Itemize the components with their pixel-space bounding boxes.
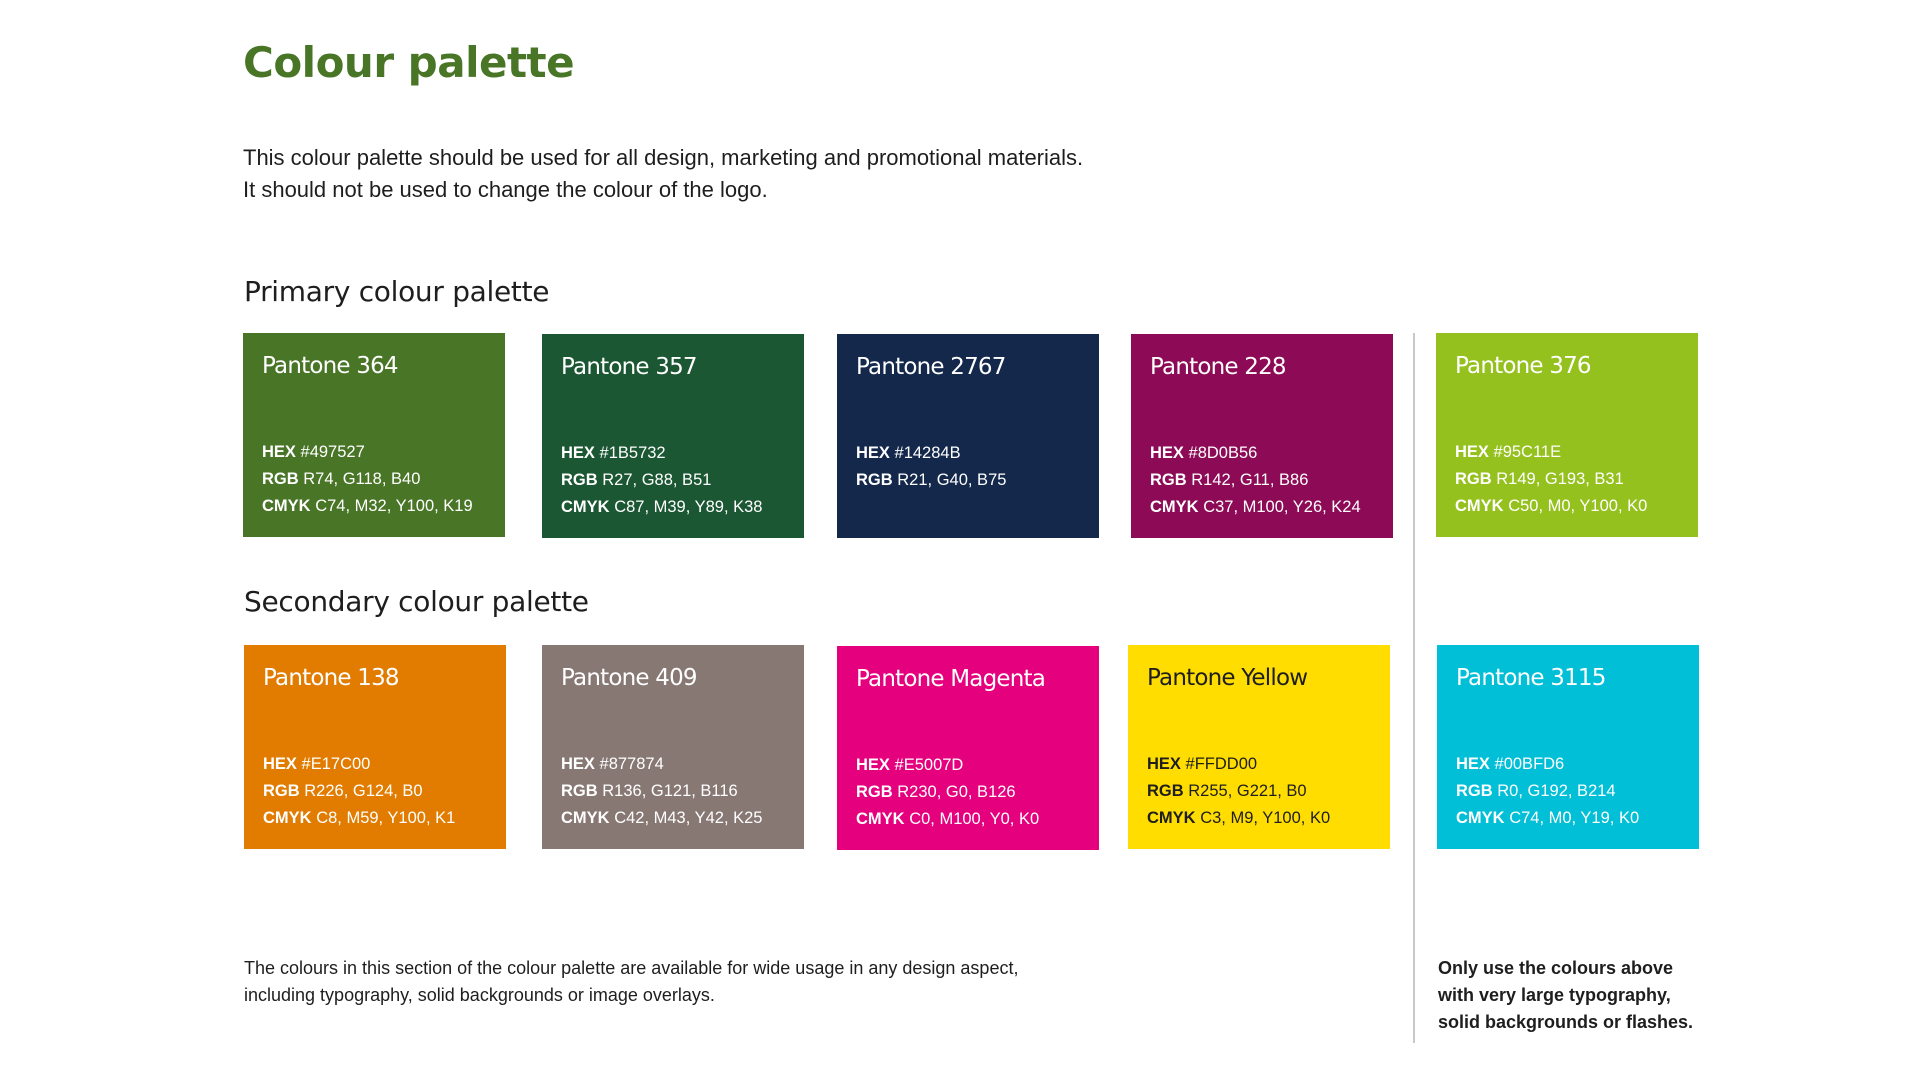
hex-value: HEX #14284B — [856, 444, 961, 462]
note-line: solid backgrounds or flashes. — [1438, 1012, 1694, 1032]
rgb-value: RGB R21, G40, B75 — [856, 471, 1007, 489]
section-divider — [1413, 333, 1415, 1043]
cmyk-value: CMYK C74, M0, Y19, K0 — [1456, 809, 1640, 827]
swatch-pantone-138 — [244, 645, 506, 849]
rgb-value: RGB R27, G88, B51 — [561, 471, 712, 489]
cmyk-value: CMYK C3, M9, Y100, K0 — [1147, 809, 1331, 827]
rgb-value: RGB R230, G0, B126 — [856, 783, 1016, 801]
note-line: Only use the colours above — [1438, 958, 1674, 978]
swatch-specs — [1147, 751, 1330, 832]
hex-value: HEX #E17C00 — [263, 755, 371, 773]
swatch-pantone-3115 — [1437, 645, 1699, 849]
cmyk-value: CMYK C50, M0, Y100, K0 — [1455, 497, 1648, 515]
swatch-name: Pantone 364 — [262, 353, 398, 379]
intro-text — [243, 142, 1083, 206]
hex-value: HEX #E5007D — [856, 756, 964, 774]
swatch-name: Pantone Yellow — [1147, 665, 1308, 691]
swatch-pantone-409 — [542, 645, 804, 849]
hex-value: HEX #00BFD6 — [1456, 755, 1565, 773]
swatch-specs — [856, 752, 1039, 833]
page-title: Colour palette — [243, 38, 575, 87]
swatch-name: Pantone 2767 — [856, 354, 1006, 380]
restricted-usage-note — [1438, 955, 1693, 1036]
note-line: with very large typography, — [1438, 985, 1671, 1005]
hex-value: HEX #1B5732 — [561, 444, 666, 462]
cmyk-value: CMYK C87, M39, Y89, K38 — [561, 498, 763, 516]
rgb-value: RGB R136, G121, B116 — [561, 782, 738, 800]
swatch-specs — [856, 440, 1006, 494]
swatch-pantone-228 — [1131, 334, 1393, 538]
note-line: The colours in this section of the colour palette are available for wide usage in any design aspect, — [244, 958, 1019, 978]
swatch-name: Pantone 357 — [561, 354, 697, 380]
swatch-pantone-yellow — [1128, 645, 1390, 849]
swatch-specs — [561, 751, 762, 832]
note-line: including typography, solid backgrounds or image overlays. — [244, 985, 715, 1005]
intro-line: It should not be used to change the colour of the logo. — [243, 177, 768, 202]
rgb-value: RGB R226, G124, B0 — [263, 782, 423, 800]
swatch-pantone-376 — [1436, 333, 1698, 537]
hex-value: HEX #FFDD00 — [1147, 755, 1258, 773]
swatch-name: Pantone 3115 — [1456, 665, 1606, 691]
primary-palette-heading: Primary colour palette — [244, 275, 550, 308]
swatch-name: Pantone 228 — [1150, 354, 1286, 380]
swatch-specs — [1150, 440, 1361, 521]
rgb-value: RGB R149, G193, B31 — [1455, 470, 1624, 488]
rgb-value: RGB R142, G11, B86 — [1150, 471, 1309, 489]
swatch-name: Pantone 376 — [1455, 353, 1591, 379]
hex-value: HEX #497527 — [262, 443, 365, 461]
wide-usage-note — [244, 955, 1018, 1009]
secondary-palette-heading: Secondary colour palette — [244, 585, 589, 618]
cmyk-value: CMYK C37, M100, Y26, K24 — [1150, 498, 1361, 516]
swatch-name: Pantone Magenta — [856, 666, 1046, 692]
rgb-value: RGB R0, G192, B214 — [1456, 782, 1616, 800]
swatch-name: Pantone 138 — [263, 665, 399, 691]
swatch-specs — [561, 440, 762, 521]
rgb-value: RGB R74, G118, B40 — [262, 470, 421, 488]
cmyk-value: CMYK C74, M32, Y100, K19 — [262, 497, 473, 515]
swatch-pantone-magenta — [837, 646, 1099, 850]
rgb-value: RGB R255, G221, B0 — [1147, 782, 1307, 800]
hex-value: HEX #877874 — [561, 755, 664, 773]
swatch-specs — [1455, 439, 1647, 520]
intro-line: This colour palette should be used for all design, marketing and promotional materials. — [243, 145, 1084, 170]
swatch-pantone-364 — [243, 333, 505, 537]
swatch-specs — [262, 439, 473, 520]
hex-value: HEX #8D0B56 — [1150, 444, 1258, 462]
swatch-pantone-2767 — [837, 334, 1099, 538]
cmyk-value: CMYK C42, M43, Y42, K25 — [561, 809, 763, 827]
swatch-pantone-357 — [542, 334, 804, 538]
cmyk-value: CMYK C8, M59, Y100, K1 — [263, 809, 456, 827]
cmyk-value: CMYK C0, M100, Y0, K0 — [856, 810, 1040, 828]
swatch-name: Pantone 409 — [561, 665, 697, 691]
hex-value: HEX #95C11E — [1455, 443, 1562, 461]
swatch-specs — [263, 751, 455, 832]
swatch-specs — [1456, 751, 1639, 832]
